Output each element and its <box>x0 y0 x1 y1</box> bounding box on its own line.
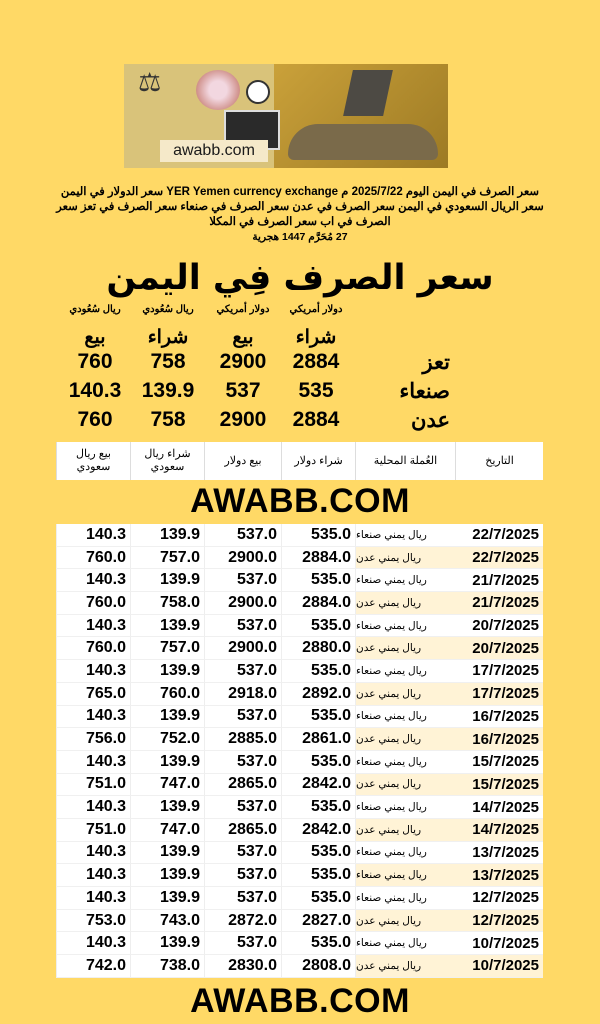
summary-value: 2884 <box>292 408 340 431</box>
cell-sar-sell: 140.3 <box>56 615 130 638</box>
clock-icon <box>246 80 270 104</box>
summary-sub-usd-buy: شراء <box>295 327 337 348</box>
cell-currency: ريال يمني صنعاء <box>355 706 455 729</box>
table-header-currency: العُملة المحلية <box>355 442 455 480</box>
table-row <box>56 637 543 660</box>
cell-sar-buy: 757.0 <box>130 547 204 570</box>
cell-usd-buy: 535.0 <box>281 887 355 910</box>
table-row <box>56 910 543 933</box>
cell-usd-buy: 2861.0 <box>281 728 355 751</box>
cell-sar-buy: 139.9 <box>130 706 204 729</box>
cell-sar-buy: 738.0 <box>130 955 204 978</box>
cell-date: 16/7/2025 <box>455 706 543 729</box>
cell-sar-sell: 140.3 <box>56 660 130 683</box>
table-row <box>56 887 543 910</box>
cell-currency: ريال يمني عدن <box>355 592 455 615</box>
cell-usd-buy: 535.0 <box>281 615 355 638</box>
cell-currency: ريال يمني صنعاء <box>355 569 455 592</box>
cell-sar-sell: 760.0 <box>56 547 130 570</box>
cell-usd-buy: 535.0 <box>281 569 355 592</box>
cell-sar-buy: 747.0 <box>130 819 204 842</box>
cell-currency: ريال يمني عدن <box>355 910 455 933</box>
cell-usd-sell: 2830.0 <box>204 955 281 978</box>
cell-currency: ريال يمني صنعاء <box>355 932 455 955</box>
cell-usd-sell: 537.0 <box>204 842 281 865</box>
cell-sar-sell: 140.3 <box>56 706 130 729</box>
cell-date: 20/7/2025 <box>455 615 543 638</box>
scales-icon: ⚖ <box>138 68 162 98</box>
cell-sar-buy: 139.9 <box>130 660 204 683</box>
cell-sar-buy: 139.9 <box>130 615 204 638</box>
cell-usd-buy: 2842.0 <box>281 774 355 797</box>
cell-date: 12/7/2025 <box>455 910 543 933</box>
cell-sar-sell: 751.0 <box>56 819 130 842</box>
table-header <box>56 442 543 480</box>
cell-sar-sell: 756.0 <box>56 728 130 751</box>
table-header-sar-buy: شراء ريال سعودي <box>130 442 204 480</box>
cell-usd-buy: 2808.0 <box>281 955 355 978</box>
cell-usd-buy: 2892.0 <box>281 683 355 706</box>
cell-currency: ريال يمني عدن <box>355 547 455 570</box>
table-row <box>56 592 543 615</box>
cell-currency: ريال يمني صنعاء <box>355 842 455 865</box>
cell-date: 10/7/2025 <box>455 955 543 978</box>
cell-usd-sell: 537.0 <box>204 615 281 638</box>
cell-usd-buy: 2884.0 <box>281 592 355 615</box>
banner-image <box>124 64 448 168</box>
cell-usd-buy: 535.0 <box>281 932 355 955</box>
cell-date: 17/7/2025 <box>455 660 543 683</box>
intro-line: سعر الصرف في اليمن اليوم 2025/7/22 م YER Yemen currency exchange سعر الدولار في اليمن سعر الريال السعودي في اليمن سعر الصرف في عدن سعر الصرف في صنعاء سعر الصرف في تعز سعر الصرف في اب سعر الصرف في المكلا <box>56 186 544 228</box>
cell-sar-buy: 139.9 <box>130 842 204 865</box>
summary-city: تعز <box>422 351 450 374</box>
table-row <box>56 728 543 751</box>
cell-usd-sell: 2900.0 <box>204 592 281 615</box>
cell-usd-sell: 537.0 <box>204 887 281 910</box>
cell-usd-sell: 2900.0 <box>204 637 281 660</box>
cell-date: 15/7/2025 <box>455 751 543 774</box>
table-header-sar-sell: بيع ريال سعودي <box>56 442 130 480</box>
cell-usd-sell: 537.0 <box>204 706 281 729</box>
cell-usd-sell: 2872.0 <box>204 910 281 933</box>
cell-currency: ريال يمني عدن <box>355 819 455 842</box>
cell-sar-buy: 139.9 <box>130 796 204 819</box>
summary-header-usd-buy: دولار أمريكي <box>289 304 343 315</box>
intro-text <box>50 185 550 245</box>
cell-sar-sell: 140.3 <box>56 864 130 887</box>
summary-value: 537 <box>225 379 261 402</box>
cell-date: 21/7/2025 <box>455 569 543 592</box>
cell-sar-buy: 757.0 <box>130 637 204 660</box>
table-row <box>56 706 543 729</box>
cell-usd-buy: 2880.0 <box>281 637 355 660</box>
table-row <box>56 819 543 842</box>
cell-date: 21/7/2025 <box>455 592 543 615</box>
table-row <box>56 955 543 978</box>
cell-sar-buy: 139.9 <box>130 932 204 955</box>
cell-usd-sell: 537.0 <box>204 932 281 955</box>
summary-header-sar-buy: ريال سُعُودي <box>142 304 194 315</box>
table-header-usd-buy: شراء دولار <box>281 442 355 480</box>
cell-currency: ريال يمني صنعاء <box>355 887 455 910</box>
cell-sar-sell: 751.0 <box>56 774 130 797</box>
flower-icon <box>196 70 240 110</box>
summary-header-usd-sell: دولار أمريكي <box>216 304 270 315</box>
summary-city: صنعاء <box>399 380 450 403</box>
cell-sar-buy: 139.9 <box>130 569 204 592</box>
cell-date: 13/7/2025 <box>455 864 543 887</box>
cell-date: 10/7/2025 <box>455 932 543 955</box>
table-row <box>56 774 543 797</box>
cell-currency: ريال يمني صنعاء <box>355 796 455 819</box>
watermark-bottom: AWABB.COM <box>190 982 410 1020</box>
cell-sar-sell: 140.3 <box>56 842 130 865</box>
cell-usd-sell: 2865.0 <box>204 774 281 797</box>
table-header-usd-sell: بيع دولار <box>204 442 281 480</box>
cell-sar-sell: 765.0 <box>56 683 130 706</box>
cell-sar-buy: 752.0 <box>130 728 204 751</box>
table-row <box>56 796 543 819</box>
watermark-top: AWABB.COM <box>190 482 410 520</box>
cell-sar-sell: 140.3 <box>56 932 130 955</box>
table-row <box>56 569 543 592</box>
table-row <box>56 524 543 547</box>
table-row <box>56 864 543 887</box>
cell-usd-buy: 535.0 <box>281 751 355 774</box>
car-icon <box>288 124 438 160</box>
cell-sar-buy: 747.0 <box>130 774 204 797</box>
cell-sar-sell: 140.3 <box>56 751 130 774</box>
cell-sar-sell: 140.3 <box>56 524 130 547</box>
cell-sar-sell: 140.3 <box>56 887 130 910</box>
cell-usd-buy: 535.0 <box>281 842 355 865</box>
cell-currency: ريال يمني عدن <box>355 683 455 706</box>
cell-usd-buy: 2827.0 <box>281 910 355 933</box>
summary-value: 760 <box>77 408 113 431</box>
cell-date: 20/7/2025 <box>455 637 543 660</box>
summary-header-sar-sell: ريال سُعُودي <box>69 304 121 315</box>
table-row <box>56 751 543 774</box>
cell-sar-buy: 760.0 <box>130 683 204 706</box>
table-row <box>56 660 543 683</box>
cell-date: 14/7/2025 <box>455 796 543 819</box>
cell-currency: ريال يمني عدن <box>355 955 455 978</box>
summary-value: 760 <box>77 350 113 373</box>
cell-date: 22/7/2025 <box>455 547 543 570</box>
cell-usd-buy: 535.0 <box>281 796 355 819</box>
cell-sar-buy: 139.9 <box>130 751 204 774</box>
cell-usd-sell: 537.0 <box>204 864 281 887</box>
table-row <box>56 932 543 955</box>
cell-usd-sell: 537.0 <box>204 524 281 547</box>
cell-sar-buy: 758.0 <box>130 592 204 615</box>
hijri-date: 27 مُحَرَّم 1447 هجرية <box>252 231 348 243</box>
table-row <box>56 547 543 570</box>
summary-sub-sar-buy: شراء <box>147 327 189 348</box>
cell-currency: ريال يمني صنعاء <box>355 751 455 774</box>
cell-usd-buy: 535.0 <box>281 660 355 683</box>
summary-sub-usd-sell: بيع <box>232 327 254 348</box>
cell-usd-buy: 535.0 <box>281 864 355 887</box>
cell-currency: ريال يمني عدن <box>355 728 455 751</box>
cell-date: 12/7/2025 <box>455 887 543 910</box>
rates-table <box>56 524 543 978</box>
cell-currency: ريال يمني صنعاء <box>355 660 455 683</box>
cell-usd-sell: 537.0 <box>204 660 281 683</box>
summary-value: 2900 <box>219 408 267 431</box>
cell-currency: ريال يمني عدن <box>355 637 455 660</box>
cell-date: 17/7/2025 <box>455 683 543 706</box>
cell-sar-sell: 760.0 <box>56 637 130 660</box>
cell-sar-sell: 140.3 <box>56 796 130 819</box>
summary-value: 758 <box>150 408 186 431</box>
cell-date: 22/7/2025 <box>455 524 543 547</box>
cell-currency: ريال يمني صنعاء <box>355 864 455 887</box>
summary-value: 139.9 <box>141 379 195 402</box>
cell-sar-sell: 742.0 <box>56 955 130 978</box>
page-title: سعر الصرف فِي اليمن <box>106 258 494 298</box>
cell-currency: ريال يمني صنعاء <box>355 524 455 547</box>
cell-usd-sell: 537.0 <box>204 569 281 592</box>
cell-sar-buy: 139.9 <box>130 524 204 547</box>
cell-usd-sell: 2900.0 <box>204 547 281 570</box>
cell-currency: ريال يمني عدن <box>355 774 455 797</box>
table-header-date: التاريخ <box>455 442 543 480</box>
cell-currency: ريال يمني صنعاء <box>355 615 455 638</box>
cell-date: 15/7/2025 <box>455 774 543 797</box>
cell-usd-sell: 2885.0 <box>204 728 281 751</box>
cell-date: 14/7/2025 <box>455 819 543 842</box>
cell-usd-buy: 535.0 <box>281 706 355 729</box>
cell-date: 13/7/2025 <box>455 842 543 865</box>
table-row <box>56 842 543 865</box>
cell-sar-sell: 140.3 <box>56 569 130 592</box>
cell-sar-buy: 743.0 <box>130 910 204 933</box>
cell-sar-sell: 760.0 <box>56 592 130 615</box>
cell-usd-buy: 535.0 <box>281 524 355 547</box>
cell-sar-buy: 139.9 <box>130 864 204 887</box>
summary-sub-sar-sell: بيع <box>84 327 106 348</box>
table-row <box>56 683 543 706</box>
cell-usd-buy: 2884.0 <box>281 547 355 570</box>
banner-url: awabb.com <box>160 140 268 162</box>
cell-usd-buy: 2842.0 <box>281 819 355 842</box>
cell-sar-buy: 139.9 <box>130 887 204 910</box>
summary-value: 535 <box>298 379 334 402</box>
cell-usd-sell: 2918.0 <box>204 683 281 706</box>
cell-date: 16/7/2025 <box>455 728 543 751</box>
summary-city: عدن <box>411 409 450 432</box>
summary-value: 758 <box>150 350 186 373</box>
summary-value: 2884 <box>292 350 340 373</box>
summary-value: 140.3 <box>68 379 122 402</box>
summary-value: 2900 <box>219 350 267 373</box>
cell-usd-sell: 2865.0 <box>204 819 281 842</box>
cell-usd-sell: 537.0 <box>204 796 281 819</box>
cell-sar-sell: 753.0 <box>56 910 130 933</box>
table-row <box>56 615 543 638</box>
cell-usd-sell: 537.0 <box>204 751 281 774</box>
